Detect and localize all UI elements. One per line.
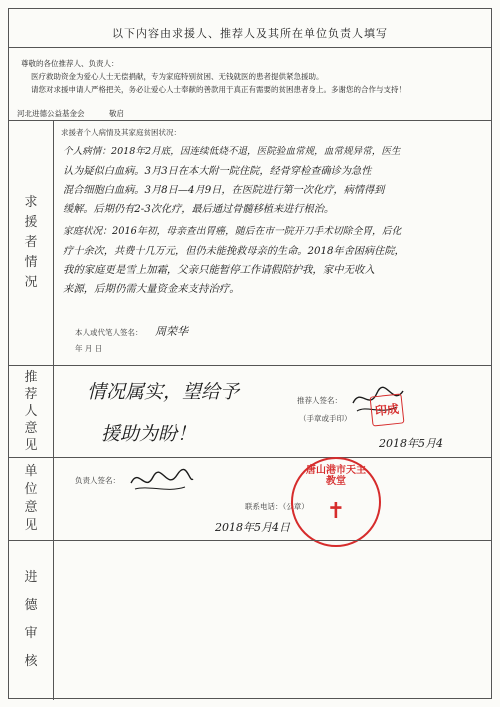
intro-salute: 敬启: [109, 109, 124, 118]
unit-sign-label: 负责人签名：: [75, 476, 120, 485]
intro-line-1: 医疗救助资金为爱心人士无偿捐献，专为家庭特别贫困、无钱就医的患者提供紧急援助。: [31, 72, 324, 81]
section-label-jinde-review: 进 德 审 核: [24, 570, 38, 669]
applicant-line: 家庭状况：2016年初，母亲查出胃癌，随后在市一院开刀手术切除全胃，后化: [63, 226, 402, 237]
unit-date: 2018年5月4日: [215, 521, 290, 534]
recommender-opinion-line-1: 情况属实，望给予: [87, 381, 240, 403]
applicant-line: 混合细胞白血病。3月8日—4月9日，在医院进行第一次化疗，病情得到: [63, 185, 385, 196]
divider: [9, 47, 491, 48]
applicant-line: 我的家庭更是雪上加霜，父亲只能暂停工作请假陪护我，家中无收入: [63, 264, 375, 276]
applicant-line: 疗十余次，共费十几万元，但仍未能挽救母亲的生命。2018年舍困病住院，: [63, 246, 405, 257]
applicant-signature: 周荣华: [155, 325, 188, 338]
unit-signature: [127, 463, 197, 497]
applicant-heading: 求援者个人病情及其家庭贫困状况：: [61, 128, 181, 137]
unit-phone-label: 联系电话：（公章）: [245, 502, 309, 511]
label-column-divider: [53, 120, 54, 700]
intro-line-2: 请您对求援申请人严格把关，务必让爱心人士奉献的善款用于真正有需要的贫困患者身上。多谢您的合作与支持！: [31, 85, 406, 94]
applicant-date-label: 年 月 日: [75, 344, 103, 353]
intro-org: 河北进德公益基金会: [17, 109, 85, 118]
applicant-line: 缓解。后期仍有2-3次化疗，最后通过骨髓移植来进行根治。: [63, 204, 335, 215]
applicant-sign-label: 本人或代笔人签名：: [75, 328, 143, 337]
form-title: 以下内容由求援人、推荐人及其所在单位负责人填写: [112, 27, 388, 40]
divider: [9, 120, 491, 121]
recommender-stamp-label: （手章或手印）: [299, 414, 352, 423]
divider: [9, 365, 491, 366]
recommender-sign-label: 推荐人签名：: [297, 396, 342, 405]
applicant-line: 个人病情：2018年2月底，因连续低烧不退，医院验血常规，血常规异常，医生: [63, 146, 401, 157]
intro-greeting: 尊敬的各位推荐人、负责人：: [21, 59, 119, 68]
section-label-unit: 单 位 意 见: [24, 463, 38, 533]
recommender-date: 2018年5月4: [379, 437, 443, 450]
applicant-line: 认为疑似白血病。3月3日在本大附一院住院，经骨穿检查确诊为急性: [63, 166, 372, 177]
recommender-seal: 印成: [370, 393, 405, 426]
unit-official-seal: 唐山港市天主教堂 ✝: [291, 457, 381, 547]
recommender-opinion-line-2: 援助为盼！: [101, 423, 197, 445]
section-label-applicant: 求 援 者 情 况: [24, 194, 38, 290]
section-label-recommender: 推 荐 人 意 见: [24, 369, 38, 453]
divider: [9, 540, 491, 541]
divider: [9, 457, 491, 458]
applicant-line: 来源，后期仍需大量资金来支持治疗。: [63, 283, 240, 295]
form-frame: [8, 8, 492, 699]
